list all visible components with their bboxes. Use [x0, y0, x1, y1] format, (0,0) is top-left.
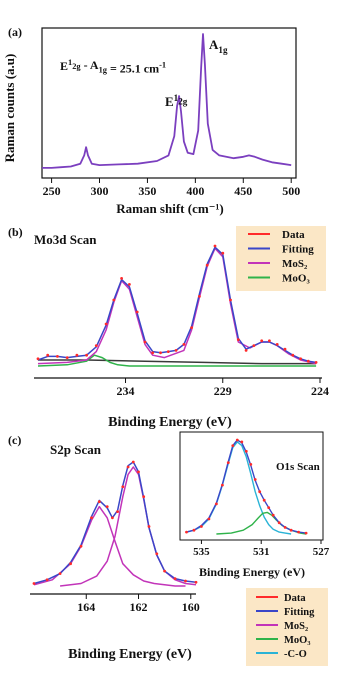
mo3d-x-tick-label: 229 [213, 384, 232, 398]
mo3d-x-tick-label: 224 [311, 384, 329, 398]
s2p-data-point [163, 570, 166, 573]
mo3d-data-point [221, 252, 224, 255]
s2p-data-point [132, 461, 135, 464]
s2p-data-point [142, 495, 145, 498]
mo3d-data-point [144, 341, 147, 344]
mo3d-data-point [183, 343, 186, 346]
o1s-data-point [208, 518, 211, 521]
s2p-data-point [106, 505, 109, 508]
mo3d-data-point [268, 339, 271, 342]
o1s-data-point [272, 514, 275, 517]
o1s-data-point [267, 506, 270, 509]
o1s-data-point [215, 503, 218, 506]
o1s-data-point [249, 463, 252, 466]
mo3d-data-point [206, 264, 209, 267]
s2p-data-point [148, 525, 151, 528]
s2p-data-point [174, 577, 177, 580]
s2p-mos-2p3-2--line [60, 467, 196, 586]
mo3d-title: Mo3d Scan [34, 232, 97, 247]
mo3d-data-point [120, 277, 123, 280]
o1s-data-point [185, 531, 188, 534]
peak-label-a1g: $A_{1g}$ [209, 37, 228, 55]
s2p-data-point [46, 578, 49, 581]
mo3d-data-point [284, 348, 287, 351]
s2p-data-point [80, 545, 83, 548]
mo3d-legend-label: Fitting [282, 243, 314, 256]
o1s-legend-label: MoS₂ [284, 621, 309, 632]
s2p-mos--line [34, 507, 186, 586]
mo3d-data-point [56, 355, 59, 358]
mo3d-data-point [253, 344, 256, 347]
mo3d-data-point [76, 354, 79, 357]
s2p-x-tick-label: 164 [77, 600, 96, 614]
mo3d-data-point [307, 360, 310, 363]
o1s-inset-frame [180, 432, 323, 540]
mo3d-data-point [46, 354, 49, 357]
mo3d-data-point [190, 326, 193, 329]
panel-a-label: (a) [8, 25, 22, 39]
s2p-data-point [116, 510, 119, 513]
mo3d-data-point [105, 323, 108, 326]
mo3d-data-point [167, 350, 170, 353]
peak-label-e2g: $E^1_{2g}$ [165, 92, 188, 109]
mo3d-x-tick-label: 234 [116, 384, 135, 398]
raman-x-tick-label: 400 [186, 184, 205, 198]
s2p-x-tick-label: 160 [181, 600, 200, 614]
mo3d-data-point [175, 349, 178, 352]
o1s-data-point [290, 529, 293, 532]
s2p-data-point [195, 581, 198, 584]
raman-x-tick-label: 350 [138, 184, 157, 198]
o1s-x-tick-label: 527 [312, 546, 330, 558]
o1s-legend-label: Fitting [284, 607, 315, 618]
mo3d-data-point [128, 283, 131, 286]
s2p-data-point [111, 516, 114, 519]
mo3d-data-point [136, 311, 139, 314]
panel-b-label: (b) [8, 225, 23, 239]
s2p-fitting-line [34, 462, 196, 584]
o1s-data-point [236, 439, 239, 442]
mo3d-legend-label: Data [282, 229, 305, 241]
mo3d-data-point [315, 361, 318, 364]
panel-c-label: (c) [8, 433, 22, 447]
o1s-data-point [245, 450, 248, 453]
raman-x-tick-label: 500 [282, 184, 301, 198]
mo3d-data-point [112, 299, 115, 302]
raman-x-tick-label: 300 [90, 184, 109, 198]
o1s-data-point [231, 444, 234, 447]
s2p-x-axis-label: Binding Energy (eV) [68, 647, 192, 662]
mo3d-data-point [245, 349, 248, 352]
s2p-data-point [33, 582, 36, 585]
s2p-title: S2p Scan [50, 442, 101, 457]
mo3d-data-point [198, 295, 201, 298]
mo3d-data-point [276, 343, 279, 346]
s2p-data-point [69, 562, 72, 565]
mo3d-data-point [85, 354, 88, 357]
mo3d-data-point [159, 351, 162, 354]
o1s-x-tick-label: 535 [193, 546, 210, 558]
raman-x-tick-label: 450 [234, 184, 253, 198]
mo3d-legend-box [236, 226, 326, 291]
mo3d-data-point [237, 338, 240, 341]
s2p-data-point [90, 516, 93, 519]
s2p-data-point [184, 580, 187, 583]
o1s-data-point [240, 441, 243, 444]
o1s-title: O1s Scan [276, 461, 320, 473]
mo3d-data-point [229, 299, 232, 302]
mo3d-data-point [299, 357, 302, 360]
raman-x-tick-label: 250 [42, 184, 61, 198]
s2p-data-point [155, 552, 158, 555]
o1s-data-point [278, 521, 281, 524]
o1s-data-point [297, 531, 300, 534]
s2p-data-point [137, 471, 140, 474]
mo3d-data-point [260, 339, 263, 342]
o1s-legend-label: Data [284, 593, 306, 604]
o1s-data-point [263, 499, 266, 502]
mo3d-data-point [37, 357, 40, 360]
mo3d-x-axis-label: Binding Energy (eV) [108, 415, 232, 430]
raman-peak-separation-annotation: $E^1_{2g} - A_{1g} = 25.1$ $cm^{-1}$ [60, 57, 167, 76]
s2p-data-point [121, 485, 124, 488]
s2p-x-tick-label: 162 [129, 600, 148, 614]
mo3d-legend-label: MoS₂ [282, 258, 308, 270]
o1s-data-point [254, 478, 257, 481]
mo3d-legend-label: MoO₃ [282, 272, 310, 285]
o1s-legend-label: -C-O [284, 649, 307, 660]
o1s-x-axis-label: Binding Energy (eV) [198, 565, 306, 579]
o1s-data-point [221, 484, 224, 487]
s2p-data-point [59, 572, 62, 575]
o1s-data-point [284, 526, 287, 529]
mo3d-data-point [214, 245, 217, 248]
mo3d-data-point [95, 344, 98, 347]
s2p-data-point [98, 500, 101, 503]
o1s-data-point [305, 532, 308, 535]
s2p-data-point [127, 466, 130, 469]
o1s-legend-label: MoO₃ [284, 635, 311, 646]
mo3d-data-point [66, 356, 69, 359]
mo3d-data-point [291, 354, 294, 357]
raman-y-axis-label: Raman counts (a.u) [2, 53, 17, 163]
o1s-data-point [193, 529, 196, 532]
mo3d-data-point [151, 351, 154, 354]
o1s-data-point [200, 525, 203, 528]
o1s-x-tick-label: 531 [252, 546, 270, 558]
o1s-data-point [258, 490, 261, 493]
o1s-data-point [227, 461, 230, 464]
raman-x-axis-label: Raman shift (cm⁻¹) [116, 201, 224, 216]
